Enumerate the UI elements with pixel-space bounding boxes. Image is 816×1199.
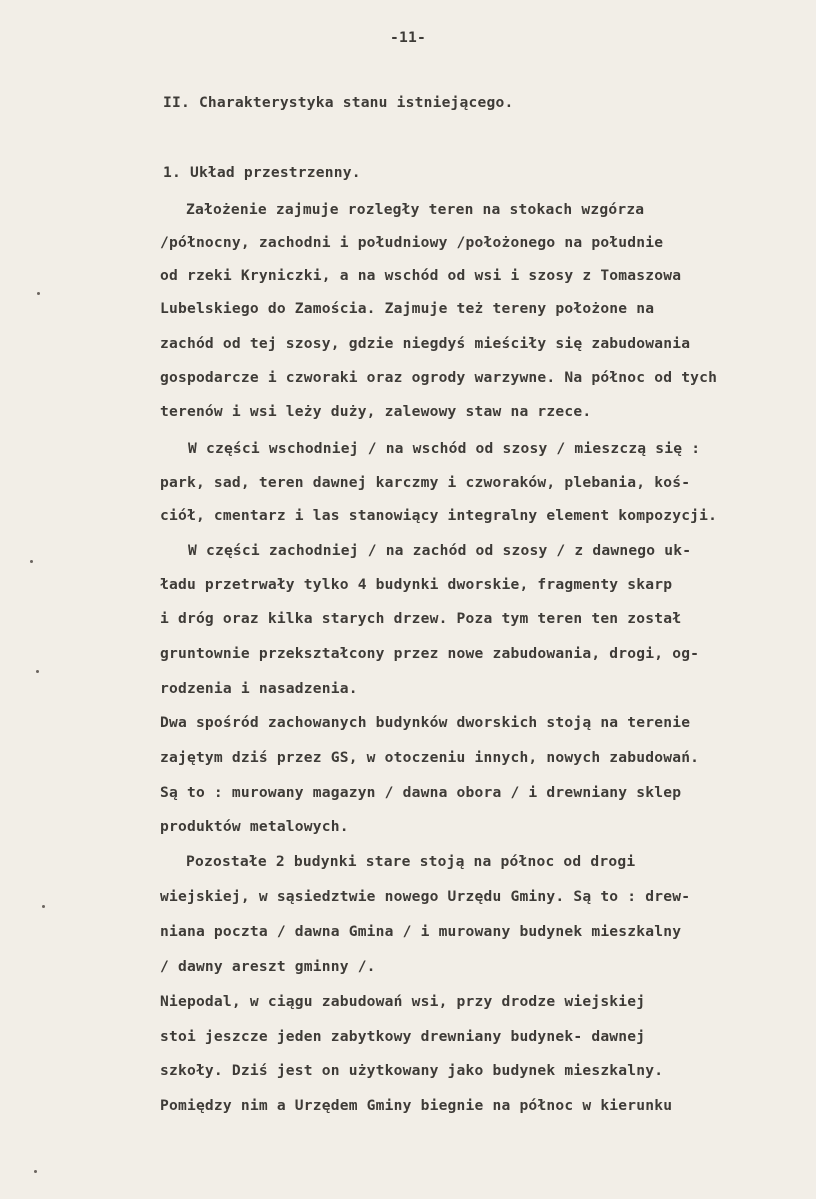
text-line: produktów metalowych. (160, 818, 349, 835)
section-heading: II. Charakterystyka stanu istniejącego. (163, 94, 514, 111)
text-line: rodzenia i nasadzenia. (160, 680, 358, 697)
margin-speck (37, 292, 40, 295)
text-line: zachód od tej szosy, gdzie niegdyś mieściły się zabudowania (160, 335, 691, 352)
text-line: gospodarcze i czworaki oraz ogrody warzywne. Na północ od tych (160, 369, 718, 386)
text-line: /północny, zachodni i południowy /położonego na południe (160, 234, 664, 251)
text-line: W części wschodniej / na wschód od szosy / mieszczą się : (188, 440, 701, 457)
text-line: Pozostałe 2 budynki stare stoją na północ od drogi (186, 853, 636, 870)
text-line: Pomiędzy nim a Urzędem Gminy biegnie na północ w kierunku (160, 1097, 673, 1114)
text-line: szkoły. Dziś jest on użytkowany jako budynek mieszkalny. (160, 1062, 664, 1079)
text-line: ciół, cmentarz i las stanowiący integralny element kompozycji. (160, 507, 718, 524)
text-line: Lubelskiego do Zamościa. Zajmuje też tereny położone na (160, 300, 655, 317)
text-line: terenów i wsi leży duży, zalewowy staw na rzece. (160, 403, 592, 420)
page-number: -11- (390, 29, 426, 46)
margin-speck (36, 670, 39, 673)
text-line: Dwa spośród zachowanych budynków dworskich stoją na terenie (160, 714, 691, 731)
text-line: ładu przetrwały tylko 4 budynki dworskie, fragmenty skarp (160, 576, 673, 593)
text-line: / dawny areszt gminny /. (160, 958, 376, 975)
subsection-heading: 1. Układ przestrzenny. (163, 164, 361, 181)
text-line: W części zachodniej / na zachód od szosy / z dawnego uk- (188, 542, 692, 559)
text-line: Są to : murowany magazyn / dawna obora / i drewniany sklep (160, 784, 682, 801)
text-line: stoi jeszcze jeden zabytkowy drewniany budynek- dawnej (160, 1028, 646, 1045)
margin-speck (34, 1170, 37, 1173)
text-line: park, sad, teren dawnej karczmy i czworaków, plebania, koś- (160, 474, 691, 491)
text-line: Niepodal, w ciągu zabudowań wsi, przy drodze wiejskiej (160, 993, 646, 1010)
text-line: zajętym dziś przez GS, w otoczeniu innych, nowych zabudowań. (160, 749, 700, 766)
text-line: gruntownie przekształcony przez nowe zabudowania, drogi, og- (160, 645, 700, 662)
text-line: Założenie zajmuje rozległy teren na stokach wzgórza (186, 201, 645, 218)
margin-speck (30, 560, 33, 563)
margin-speck (42, 905, 45, 908)
text-line: niana poczta / dawna Gmina / i murowany budynek mieszkalny (160, 923, 682, 940)
text-line: od rzeki Kryniczki, a na wschód od wsi i szosy z Tomaszowa (160, 267, 682, 284)
text-line: i dróg oraz kilka starych drzew. Poza tym teren ten został (160, 610, 682, 627)
text-line: wiejskiej, w sąsiedztwie nowego Urzędu Gminy. Są to : drew- (160, 888, 691, 905)
